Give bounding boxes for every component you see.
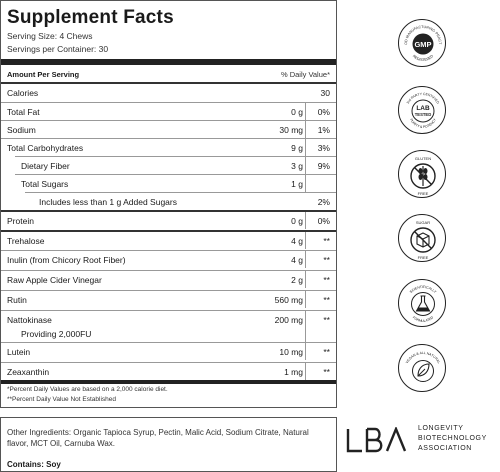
- gmp-center-text: GMP: [414, 39, 432, 49]
- nutrient-amount: 4 g: [291, 236, 303, 246]
- nutrient-label: Dietary Fiber: [21, 161, 70, 171]
- gluten-free-badge: [398, 150, 446, 198]
- footnote-daily-values: *Percent Daily Values are based on a 2,000 calorie diet.: [7, 386, 168, 393]
- nutrient-label: Nattokinase: [7, 315, 52, 325]
- vegan-natural-badge: [398, 344, 446, 392]
- nutrient-amount: 560 mg: [274, 295, 303, 305]
- nutrient-row-nattokinase: [1, 310, 336, 342]
- brand-line2: BIOTECHNOLOGY: [418, 435, 487, 442]
- ingredients-box: [0, 417, 337, 472]
- nutrient-row-apple-cider-vinegar: [1, 270, 336, 288]
- nutrient-dv: 9%: [317, 161, 330, 171]
- flask-icon: [399, 280, 447, 328]
- nutrient-dv: 0%: [317, 107, 330, 117]
- nutrient-amount: 10 mg: [279, 347, 303, 357]
- column-separator: [305, 212, 306, 229]
- nutrient-label: Calories: [7, 88, 39, 98]
- amount-per-serving-header: Amount Per Serving: [7, 70, 80, 79]
- nutrient-label: Inulin (from Chicory Root Fiber): [7, 255, 126, 265]
- column-separator: [305, 139, 306, 156]
- column-separator: [305, 175, 306, 192]
- nutrient-label: Total Fat: [7, 107, 40, 117]
- nutrient-amount: 1 mg: [284, 367, 303, 377]
- gluten-bottom-text: FREE: [417, 191, 429, 196]
- column-separator: [305, 363, 306, 380]
- nutrient-label: Total Sugars: [21, 179, 69, 189]
- other-ingredients: Other Ingredients: Organic Tapioca Syrup, Pectin, Malic Acid, Sodium Citrate, Natural flavor, MCT Oil, Carnuba Wax.: [7, 428, 309, 448]
- nutrient-row-added-sugars: [25, 192, 336, 210]
- nutrient-dv: **: [323, 367, 330, 377]
- sugar-free-badge: [398, 214, 446, 262]
- svg-text:3rd PARTY CERTIFIED: [406, 92, 440, 105]
- nutrient-dv: 0%: [317, 216, 330, 226]
- sugar-cube-crossed-icon: [399, 215, 447, 263]
- column-separator: [305, 157, 306, 174]
- gmp-ring-top: OD MANUFACTURING PRACT: [403, 24, 443, 45]
- brand-line1: LONGEVITY: [418, 425, 464, 432]
- column-separator: [305, 343, 306, 360]
- daily-value-header: % Daily Value*: [280, 70, 330, 79]
- nutrient-label: Sodium: [7, 125, 36, 135]
- thick-divider: [1, 59, 336, 65]
- nutrient-row-total-carbohydrates: [1, 138, 336, 156]
- gluten-top-text: GLUTEN: [414, 156, 432, 161]
- nutrient-dv: **: [323, 236, 330, 246]
- lab-ring-bottom: PURITY & POTENCY: [409, 117, 437, 130]
- leaf-icon: [399, 345, 447, 393]
- allergen-contains: Contains: Soy: [7, 460, 61, 469]
- nutrient-label: Total Carbohydrates: [7, 143, 84, 153]
- column-separator: [305, 121, 306, 138]
- bottom-divider: [1, 380, 336, 384]
- nutrient-amount: 1 g: [291, 179, 303, 189]
- gmp-ring-bottom: REGISTERED: [411, 54, 435, 63]
- nutrient-dv: 3%: [317, 143, 330, 153]
- nutrient-row-lutein: [1, 342, 336, 360]
- servings-per-container: Servings per Container: 30: [7, 44, 109, 54]
- footnote-not-established: **Percent Daily Value Not Established: [7, 396, 116, 403]
- nutrient-row-trehalose: [1, 230, 336, 248]
- nutrient-label: Lutein: [7, 347, 31, 357]
- nutrient-label: Rutin: [7, 295, 27, 305]
- sugar-bottom-text: FREE: [417, 255, 429, 260]
- column-separator: [305, 232, 306, 249]
- lab-line2: TESTED: [414, 112, 432, 117]
- nutrient-row-total-sugars: [15, 174, 336, 192]
- nutrient-amount: 0 g: [291, 107, 303, 117]
- nutrient-dv: **: [323, 295, 330, 305]
- brand-line3: ASSOCIATION: [418, 445, 472, 452]
- nutrient-amount: 30 mg: [279, 125, 303, 135]
- nutrient-dv: **: [323, 255, 330, 265]
- column-separator: [305, 291, 306, 308]
- nutrient-label: Zeaxanthin: [7, 367, 50, 377]
- nutrient-dv: **: [323, 347, 330, 357]
- nutrient-row-rutin: [1, 290, 336, 308]
- nutrient-amount: 3 g: [291, 161, 303, 171]
- gmp-seal-icon: [399, 20, 447, 68]
- science-ring-bottom: FORMULATED: [411, 315, 435, 324]
- svg-text:PURITY & POTENCY: [409, 117, 437, 129]
- nutrient-amount: 0 g: [291, 216, 303, 226]
- wheat-crossed-icon: [399, 151, 447, 199]
- nutrient-sublabel: Providing 2,000FU: [21, 329, 92, 339]
- nutrient-amount: 9 g: [291, 143, 303, 153]
- svg-text:SCIENTIFICALLY: [409, 285, 438, 295]
- column-separator: [305, 103, 306, 120]
- nutrient-dv: 30: [320, 88, 330, 98]
- nutrient-row-zeaxanthin: [1, 362, 336, 380]
- vegan-ring-top: VEGAN & ALL NATURAL: [404, 351, 442, 365]
- lab-tested-badge: [398, 86, 446, 134]
- svg-text:VEGAN & ALL NATURAL: [405, 351, 441, 364]
- column-separator: [305, 311, 306, 342]
- scientifically-formulated-badge: [398, 279, 446, 327]
- nutrient-row-total-fat: [1, 102, 336, 120]
- nutrient-label: Raw Apple Cider Vinegar: [7, 275, 102, 285]
- nutrient-amount: 2 g: [291, 275, 303, 285]
- nutrient-dv: 2%: [317, 197, 330, 207]
- sugar-top-text: SUGAR: [415, 220, 431, 225]
- serving-size: Serving Size: 4 Chews: [7, 31, 93, 41]
- column-separator: [305, 271, 306, 288]
- nutrient-dv: **: [323, 315, 330, 325]
- gmp-badge: [398, 19, 446, 67]
- column-separator: [305, 251, 306, 268]
- nutrient-amount: 4 g: [291, 255, 303, 265]
- lab-tested-icon: [399, 87, 447, 135]
- nutrient-label: Protein: [7, 216, 34, 226]
- lab-line1: LAB: [416, 105, 430, 112]
- nutrient-row-sodium: [1, 120, 336, 138]
- svg-text:REGISTERED: [412, 54, 435, 62]
- science-ring-top: SCIENTIFICALLY: [408, 284, 438, 295]
- nutrient-label: Trehalose: [7, 236, 45, 246]
- nutrient-dv: **: [323, 275, 330, 285]
- nutrient-dv: 1%: [317, 125, 330, 135]
- lba-logo-icon: [346, 427, 408, 453]
- nutrient-amount: 200 mg: [274, 315, 303, 325]
- nutrient-row-calories: [1, 84, 336, 102]
- lab-ring-top: 3rd PARTY CERTIFIED: [405, 91, 441, 105]
- nutrient-label: Includes less than 1 g Added Sugars: [39, 197, 177, 207]
- panel-title: Supplement Facts: [7, 7, 174, 28]
- nutrient-row-inulin: [1, 250, 336, 268]
- nutrient-row-dietary-fiber: [15, 156, 336, 174]
- nutrient-row-protein: [1, 210, 336, 228]
- svg-text:FORMULATED: [412, 315, 435, 323]
- brand-name: [418, 424, 487, 454]
